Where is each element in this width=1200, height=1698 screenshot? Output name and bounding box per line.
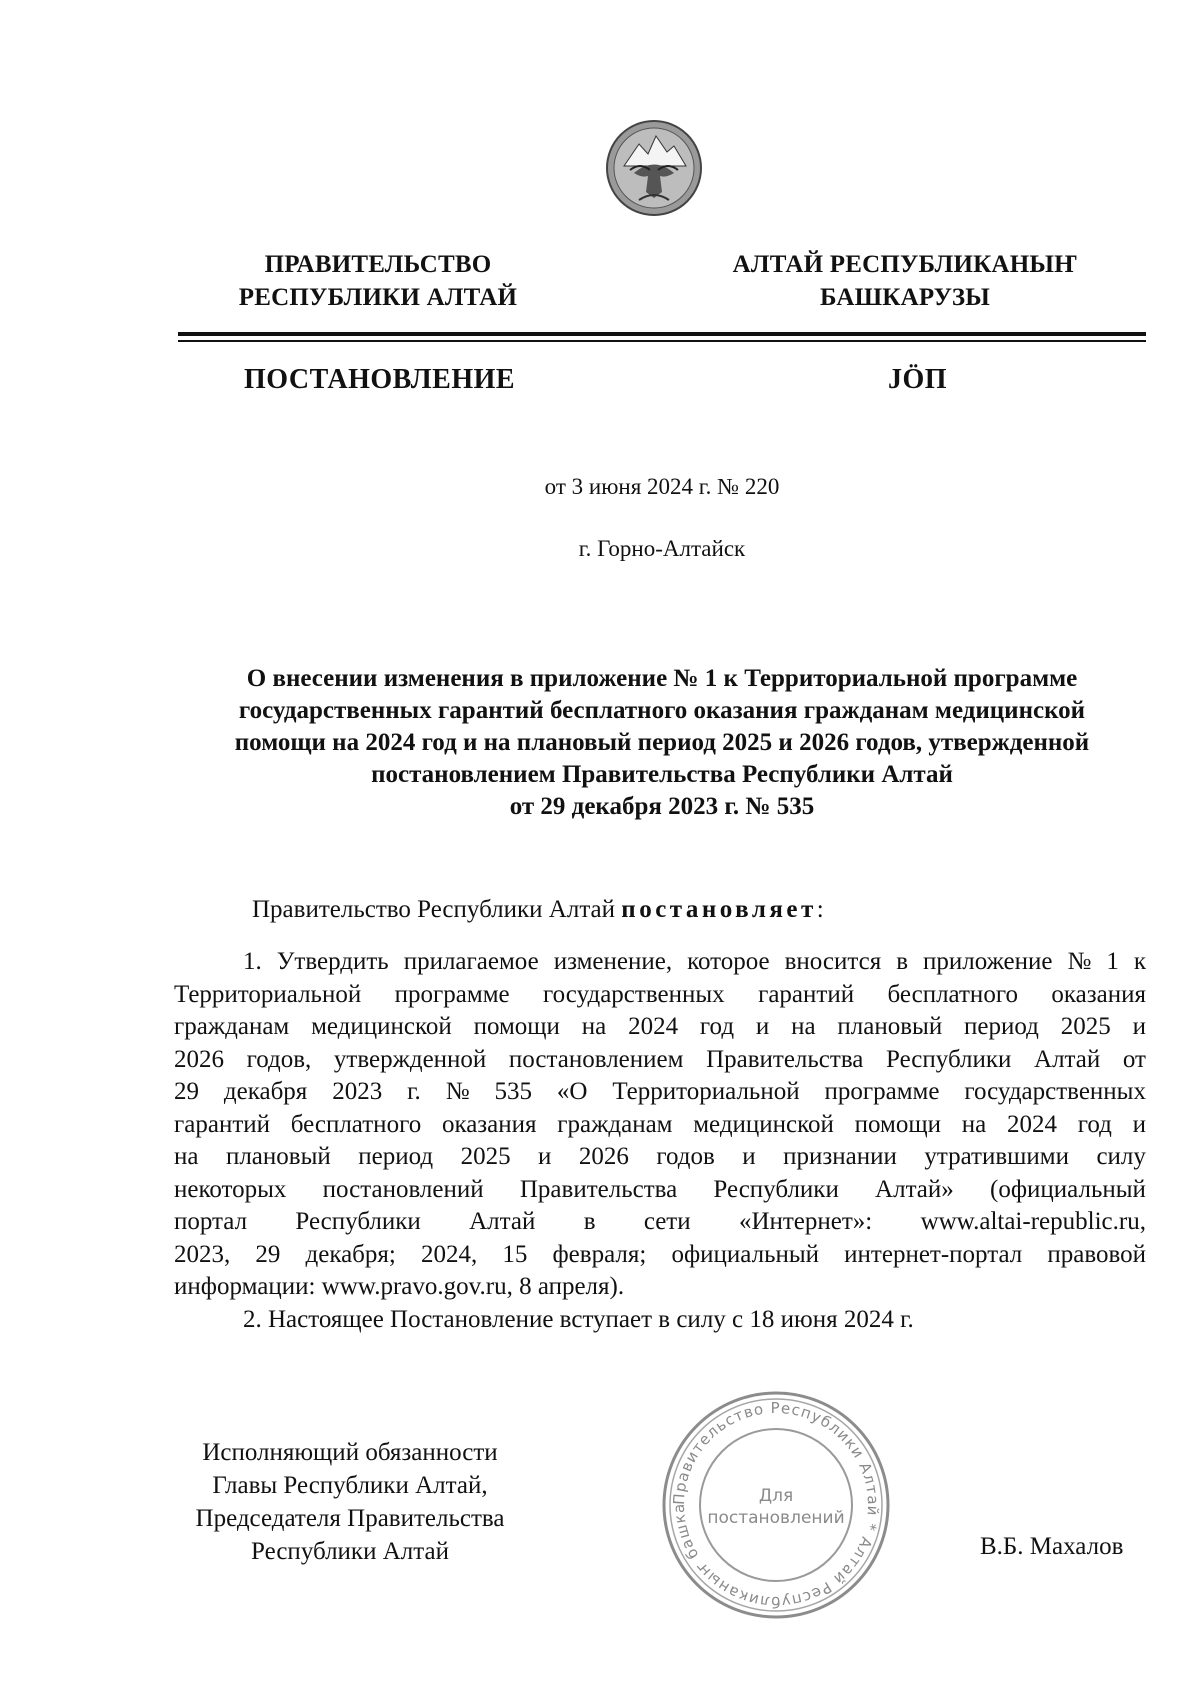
preamble-verb: постановляет [621, 896, 817, 923]
header-left-line: ПРАВИТЕЛЬСТВО [264, 251, 492, 278]
signatory-position [160, 1436, 540, 1568]
title-line: государственных гарантий бесплатного оказания гражданам медицинской [238, 697, 1086, 724]
paragraph-1-line: на плановый период 2025 и 2026 годов и признании утратившими силу [174, 1143, 1146, 1170]
decree-title [178, 663, 1146, 823]
paragraph-1-line: 29 декабря 2023 г. № 535 «О Территориальной программе государственных [174, 1078, 1146, 1105]
official-seal-stamp [660, 1389, 892, 1621]
signatory-position-line: Исполняющий обязанности [202, 1439, 498, 1466]
title-line: О внесении изменения в приложение № 1 к Территориальной программе [246, 665, 1078, 692]
header-right-line: АЛТАЙ РЕСПУБЛИКАНЫҤ [732, 251, 1078, 278]
government-name-altai [725, 248, 1085, 314]
svg-text:Правительство Республики Алтай: Правительство Республики Алтай * Алтай Республиканыҥ башка [669, 1398, 883, 1612]
paragraph-1-line: портал Республики Алтай в сети «Интернет»: www.altai-republic.ru, [174, 1208, 1146, 1235]
paragraph-1-line: 1. Утвердить прилагаемое изменение, которое вносится в приложение № 1 к [243, 948, 1146, 975]
header-rule-thin [178, 340, 1146, 342]
signatory-position-line: Председателя Правительства [195, 1505, 505, 1532]
decree-date-number: от 3 июня 2024 г. № 220 [544, 474, 780, 499]
paragraph-1-line: информации: www.pravo.gov.ru, 8 апреля). [174, 1273, 625, 1300]
title-line: помощи на 2024 год и на плановый период 2025 и 2026 годов, утвержденной [234, 729, 1090, 756]
coat-of-arms-emblem [604, 118, 704, 218]
paragraph-1-line: Территориальной программе государственных гарантий бесплатного оказания [174, 980, 1146, 1008]
svg-text:постановлений: постановлений [707, 1508, 845, 1528]
preamble-end: : [816, 896, 824, 923]
doc-type-altai: JÖП [888, 364, 948, 395]
paragraph-1-line: 2026 годов, утвержденной постановлением Правительства Республики Алтай от [174, 1045, 1146, 1073]
svg-text:Для: Для [758, 1486, 794, 1506]
decree-city: г. Горно-Алтайск [578, 536, 746, 561]
signatory-position-line: Республики Алтай [251, 1538, 449, 1565]
signatory-position-line: Главы Республики Алтай, [212, 1472, 488, 1499]
paragraph-1-line: некоторых постановлений Правительства Республики Алтай» (официальный [174, 1175, 1146, 1203]
preamble-text: Правительство Республики Алтай [252, 896, 622, 923]
doc-type-russian: ПОСТАНОВЛЕНИЕ [244, 364, 516, 395]
paragraph-1-line: гарантий бесплатного оказания гражданам медицинской помощи на 2024 год и [174, 1110, 1146, 1138]
preamble [252, 896, 824, 924]
title-line: от 29 декабря 2023 г. № 535 [509, 793, 815, 820]
seal-icon [660, 1389, 892, 1621]
paragraph-1 [174, 946, 1146, 1304]
header-left-line: РЕСПУБЛИКИ АЛТАЙ [238, 284, 518, 311]
paragraph-2: 2. Настоящее Постановление вступает в силу с 18 июня 2024 г. [243, 1305, 914, 1333]
altai-coat-of-arms-icon [604, 118, 704, 218]
signatory-name: В.Б. Махалов [980, 1533, 1124, 1560]
paragraph-1-line: 2023, 29 декабря; 2024, 15 февраля; официальный интернет-портал правовой [174, 1240, 1146, 1268]
paragraph-1-line: гражданам медицинской помощи на 2024 год и на плановый период 2025 и [174, 1013, 1146, 1040]
header-right-line: БАШКАРУЗЫ [819, 284, 991, 311]
decree-body [174, 946, 1146, 1336]
header-rule-thick [178, 332, 1146, 336]
government-name-russian [228, 248, 528, 314]
title-line: постановлением Правительства Республики Алтай [371, 761, 953, 788]
